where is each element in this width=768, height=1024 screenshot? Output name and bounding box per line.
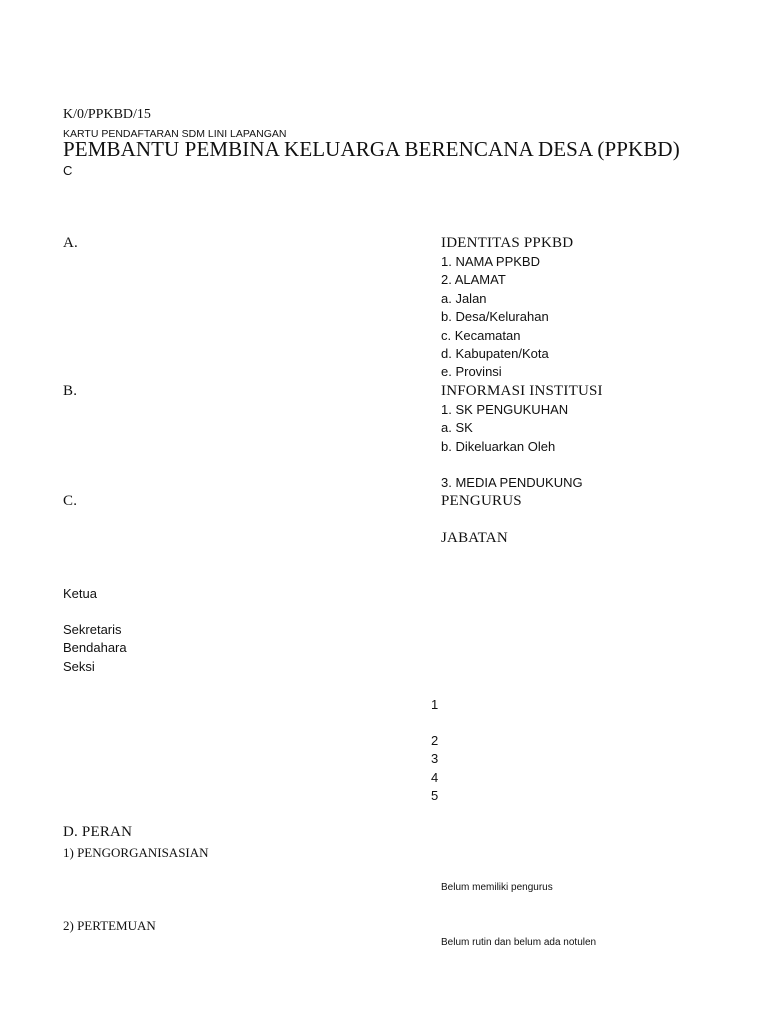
number-item: 3 xyxy=(431,751,439,766)
section-b-letter: B. xyxy=(63,383,78,399)
jabatan-header: JABATAN xyxy=(441,530,508,546)
section-a-item: b. Desa/Kelurahan xyxy=(441,309,549,324)
section-b-item: a. SK xyxy=(441,420,473,435)
section-b-item: 1. SK PENGUKUHAN xyxy=(441,402,569,417)
section-a-item: 2. ALAMAT xyxy=(441,272,506,287)
number-item: 2 xyxy=(431,733,439,748)
section-a-item: e. Provinsi xyxy=(441,364,502,379)
card-title: KARTU PENDAFTARAN SDM LINI LAPANGAN xyxy=(63,128,287,140)
role-ketua: Ketua xyxy=(63,586,97,601)
section-b-item: 3. MEDIA PENDUKUNG xyxy=(441,475,583,490)
role-sekretaris: Sekretaris xyxy=(63,622,122,637)
sub-letter: C xyxy=(63,163,73,178)
section-a-item: c. Kecamatan xyxy=(441,328,521,343)
section-a-item: 1. NAMA PPKBD xyxy=(441,254,540,269)
role-bendahara: Bendahara xyxy=(63,640,127,655)
section-a-title: IDENTITAS PPKBD xyxy=(441,235,574,251)
section-a-item: d. Kabupaten/Kota xyxy=(441,346,549,361)
section-c-letter: C. xyxy=(63,493,78,509)
section-b-item: b. Dikeluarkan Oleh xyxy=(441,439,556,454)
section-a-letter: A. xyxy=(63,235,78,251)
peran-item-label: 2) PERTEMUAN xyxy=(63,918,156,933)
peran-item-status: Belum rutin dan belum ada notulen xyxy=(441,937,597,948)
section-c-title: PENGURUS xyxy=(441,493,522,509)
number-item: 1 xyxy=(431,697,439,712)
section-b-title: INFORMASI INSTITUSI xyxy=(441,383,603,399)
page-title: PEMBANTU PEMBINA KELUARGA BERENCANA DESA (PPKBD) xyxy=(63,137,680,161)
section-d-title: D. PERAN xyxy=(63,824,133,840)
form-code: K/0/PPKBD/15 xyxy=(63,107,151,122)
role-seksi: Seksi xyxy=(63,659,95,674)
section-a-item: a. Jalan xyxy=(441,291,487,306)
number-item: 4 xyxy=(431,770,439,785)
number-item: 5 xyxy=(431,788,439,803)
peran-item-label: 1) PENGORGANISASIAN xyxy=(63,845,209,860)
peran-item-status: Belum memiliki pengurus xyxy=(441,882,553,893)
